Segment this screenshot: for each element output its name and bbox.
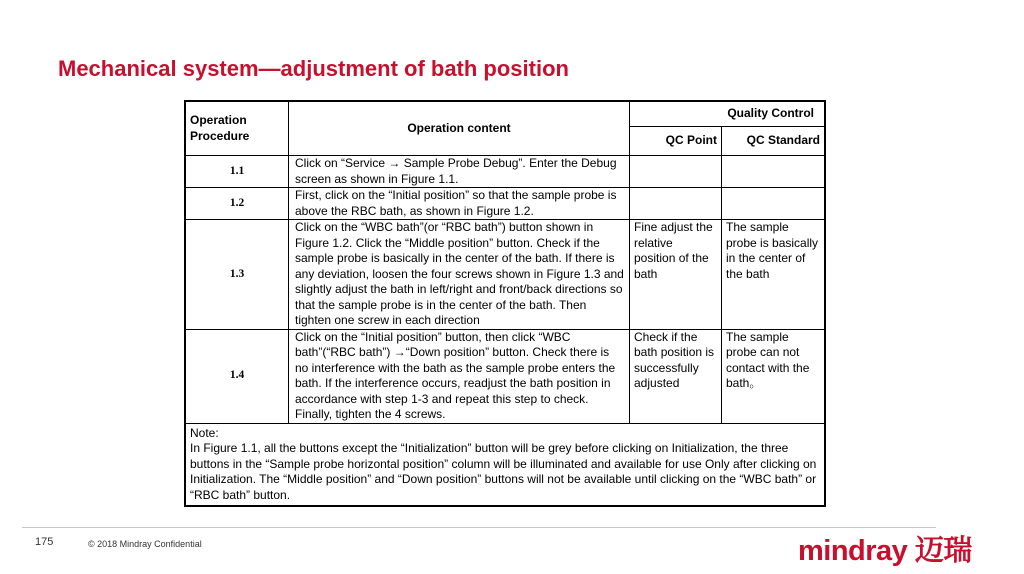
table-row	[185, 220, 825, 330]
qc-standard	[722, 188, 826, 220]
note-text: In Figure 1.1, all the buttons except the “Initialization” button will be grey before clicking on Initialization, the three buttons in the “Sample probe horizontal position” column will be illuminated and available for use Only after clicking on Initialization. The “Middle position” and “Down position” buttons will not be available until clicking on the “WBC bath” or “RBC bath” button.	[190, 441, 817, 502]
qc-point	[630, 188, 722, 220]
mindray-logo: mindray 迈瑞	[798, 535, 972, 567]
header-quality-control: Quality Control	[630, 101, 826, 127]
operation-content: Click on “Service → Sample Probe Debug”. Enter the Debug screen as shown in Figure 1.1.	[289, 156, 630, 188]
operation-content: Click on the “WBC bath”(or “RBC bath”) button shown in Figure 1.2. Click the “Middle position” button. Check if the sample probe is basically in the center of the bath. If there is any deviation, loosen the four screws shown in Figure 1.3 and slightly adjust the bath in left/right and front/back directions so that the sample probe is in the center of the bath. Then tighten one screw in each direction	[289, 220, 630, 330]
header-operation-content: Operation content	[289, 101, 630, 156]
note-row	[185, 423, 825, 506]
qc-point	[630, 156, 722, 188]
step-number: 1.4	[185, 329, 289, 423]
page-number: 175	[35, 536, 54, 548]
step-number: 1.3	[185, 220, 289, 330]
qc-standard	[722, 156, 826, 188]
header-operation-procedure: Operation Procedure	[185, 101, 289, 156]
procedure-table	[184, 100, 826, 507]
table-row	[185, 329, 825, 423]
table-header-row	[185, 101, 825, 127]
confidential-notice: © 2018 Mindray Confidential	[88, 539, 202, 549]
qc-point: Check if the bath position is successfully adjusted	[630, 329, 722, 423]
table-row	[185, 156, 825, 188]
qc-standard: The sample probe is basically in the center of the bath	[722, 220, 826, 330]
slide-title: Mechanical system—adjustment of bath position	[58, 56, 569, 81]
note-cell	[185, 423, 825, 506]
header-qc-point: QC Point	[630, 127, 722, 156]
operation-content: First, click on the “Initial position” so that the sample probe is above the RBC bath, as shown in Figure 1.2.	[289, 188, 630, 220]
table-row	[185, 188, 825, 220]
operation-content: Click on the “Initial position” button, then click “WBC bath”(“RBC bath”) →“Down position” button. Check there is no interference with the bath as the sample probe enters the bath. If the interference occurs, readjust the bath position in accordance with step 1-3 and repeat this step to check. Finally, tighten the 4 screws.	[289, 329, 630, 423]
step-number: 1.1	[185, 156, 289, 188]
qc-standard: The sample probe can not contact with the bath。	[722, 329, 826, 423]
note-label: Note:	[190, 425, 219, 440]
header-qc-standard: QC Standard	[722, 127, 826, 156]
step-number: 1.2	[185, 188, 289, 220]
qc-point: Fine adjust the relative position of the bath	[630, 220, 722, 330]
